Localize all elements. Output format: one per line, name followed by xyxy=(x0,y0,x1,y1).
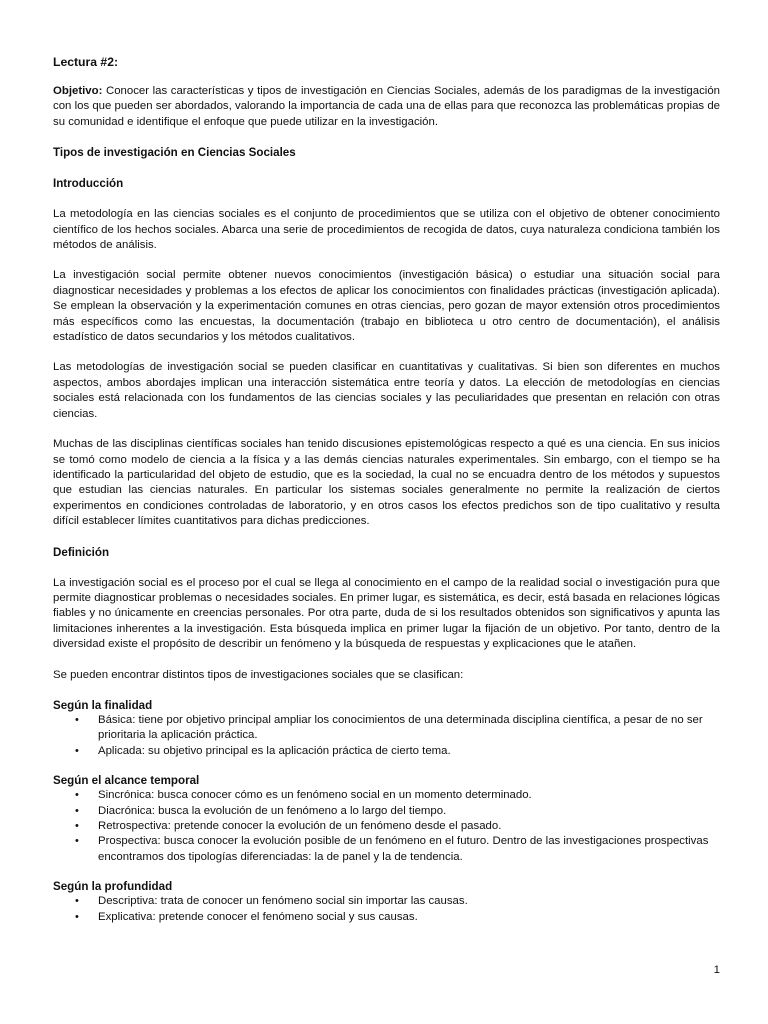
list-item-text: Explicativa: pretende conocer el fenómeno social y sus causas. xyxy=(98,910,418,923)
lecture-title: Lectura #2: xyxy=(53,55,119,69)
objective-text: Conocer las características y tipos de investigación en Ciencias Sociales, además de los paradigmas de la investigación con los que pueden ser abordados, valorando la importancia de cada una de ellas para que reconozca las problemáticas propias de su comunidad e identifique el enfoque que puede utilizar en la investigación. xyxy=(53,85,720,128)
list-item xyxy=(53,894,720,909)
list-item xyxy=(53,834,720,865)
intro-paragraph-3: Las metodologías de investigación social se pueden clasificar en cuantitativas y cualitativas. Si bien son diferentes en muchos aspectos, ambos abordajes implican una interacción sistemática entre teoría y datos. La elección de metodologías en ciencias sociales está relacionada con los fundamentos de las ciencias sociales y las peculiaridades que presentan en relación con otras ciencias. xyxy=(53,361,720,420)
bullet-icon: • xyxy=(75,804,79,817)
bullet-icon: • xyxy=(75,910,79,923)
list-item-text: Retrospectiva: pretende conocer la evolución de un fenómeno desde el pasado. xyxy=(98,820,502,832)
page-number: 1 xyxy=(713,964,720,976)
intro-paragraph-4: Muchas de las disciplinas científicas sociales han tenido discusiones epistemológicas respecto a qué es una ciencia. En sus inicios se tomó como modelo de ciencia a la física y a las demás ciencias naturales experimentales. Sin embargo, con el tiempo se ha identificado la particularidad del objeto de estudio, que es la sociedad, la cual no se encuadra dentro de los métodos y supuestos que estudian las ciencias naturales. En particular los sistemas sociales generalmente no permite la realización de ciertos experimentos en condiciones controladas de laboratorio, y en otros casos los efectos predichos son de tipo cualitativo y resulta difícil establecer límites cuantitativos para dichas predicciones. xyxy=(53,438,720,528)
list-item xyxy=(53,788,720,803)
list-item-text: Aplicada: su objetivo principal es la aplicación práctica de cierto tema. xyxy=(98,744,451,757)
list-item-text: Sincrónica: busca conocer cómo es un fenómeno social en un momento determinado. xyxy=(98,789,532,802)
list-item xyxy=(53,713,720,744)
definition-heading: Definición xyxy=(53,545,110,559)
list-item xyxy=(53,804,720,819)
section-title: Tipos de investigación en Ciencias Sociales xyxy=(53,146,296,160)
list-item xyxy=(53,744,720,759)
bullet-icon: • xyxy=(75,895,79,908)
definition-lead: Se pueden encontrar distintos tipos de investigaciones sociales que se clasifican: xyxy=(53,668,464,681)
classification-list-profundidad xyxy=(53,894,720,925)
definition-paragraph: La investigación social es el proceso por el cual se llega al conocimiento en el campo de la realidad social o investigación pura que permite diagnosticar problemas o necesidades sociales. En primer lugar, es sistemática, es decir, está basada en relaciones lógicas fiables y no únicamente en creencias personales. Por otra parte, duda de si los resultados obtenidos son significativos y apunta las limitaciones inherentes a la investigación. Esta búsqueda implica en primer lugar la fijación de un objetivo. Por tanto, dentro de la diversidad existe el propósito de describir un fenómeno y la búsqueda de respuestas y explicaciones que le atañen. xyxy=(53,576,720,651)
bullet-icon: • xyxy=(75,744,79,757)
objective-label: Objetivo: xyxy=(53,85,103,97)
bullet-icon: • xyxy=(75,713,79,726)
list-item-text: Diacrónica: busca la evolución de un fenómeno a lo largo del tiempo. xyxy=(98,804,447,817)
bullet-icon: • xyxy=(75,789,79,802)
intro-paragraph-1: La metodología en las ciencias sociales es el conjunto de procedimientos que se utiliza con el objetivo de obtener conocimiento científico de los hechos sociales. Abarca una serie de procedimientos de recogida de datos, cuya naturaleza condiciona también los métodos de análisis. xyxy=(53,208,720,252)
bullet-icon: • xyxy=(75,835,79,848)
list-item xyxy=(53,910,720,925)
classification-heading-finalidad: Según la finalidad xyxy=(53,698,153,712)
list-item-text: Básica: tiene por objetivo principal ampliar los conocimientos de una determinada disciplina científica, a pesar de no ser prioritaria la aplicación práctica. xyxy=(98,713,703,742)
classification-list-finalidad xyxy=(53,713,720,759)
intro-paragraph-2: La investigación social permite obtener nuevos conocimientos (investigación básica) o estudiar una situación social para diagnosticar necesidades y problemas a los efectos de aplicar los conocimientos con finalidades prácticas (investigación aplicada). Se emplean la observación y la experimentación comunes en otras ciencias, pero gozan de mayor extensión otros procedimientos más específicos como las encuestas, la documentación (trabajo en biblioteca u otro centro de documentación), el análisis estadístico de datos secundarios y los métodos cualitativos. xyxy=(53,269,720,344)
classification-list-alcance xyxy=(53,788,720,865)
classification-heading-profundidad: Según la profundidad xyxy=(53,880,173,894)
list-item-text: Descriptiva: trata de conocer un fenómeno social sin importar las causas. xyxy=(98,895,468,908)
classification-heading-alcance: Según el alcance temporal xyxy=(53,774,200,788)
intro-heading: Introducción xyxy=(53,177,124,191)
list-item xyxy=(53,819,720,834)
objective-paragraph xyxy=(53,84,720,130)
bullet-icon: • xyxy=(75,820,79,832)
list-item-text: Prospectiva: busca conocer la evolución posible de un fenómeno en el futuro. Dentro de las investigaciones prospectivas encontramos dos tipologías diferenciadas: la de panel y la de tendencia. xyxy=(98,835,709,863)
